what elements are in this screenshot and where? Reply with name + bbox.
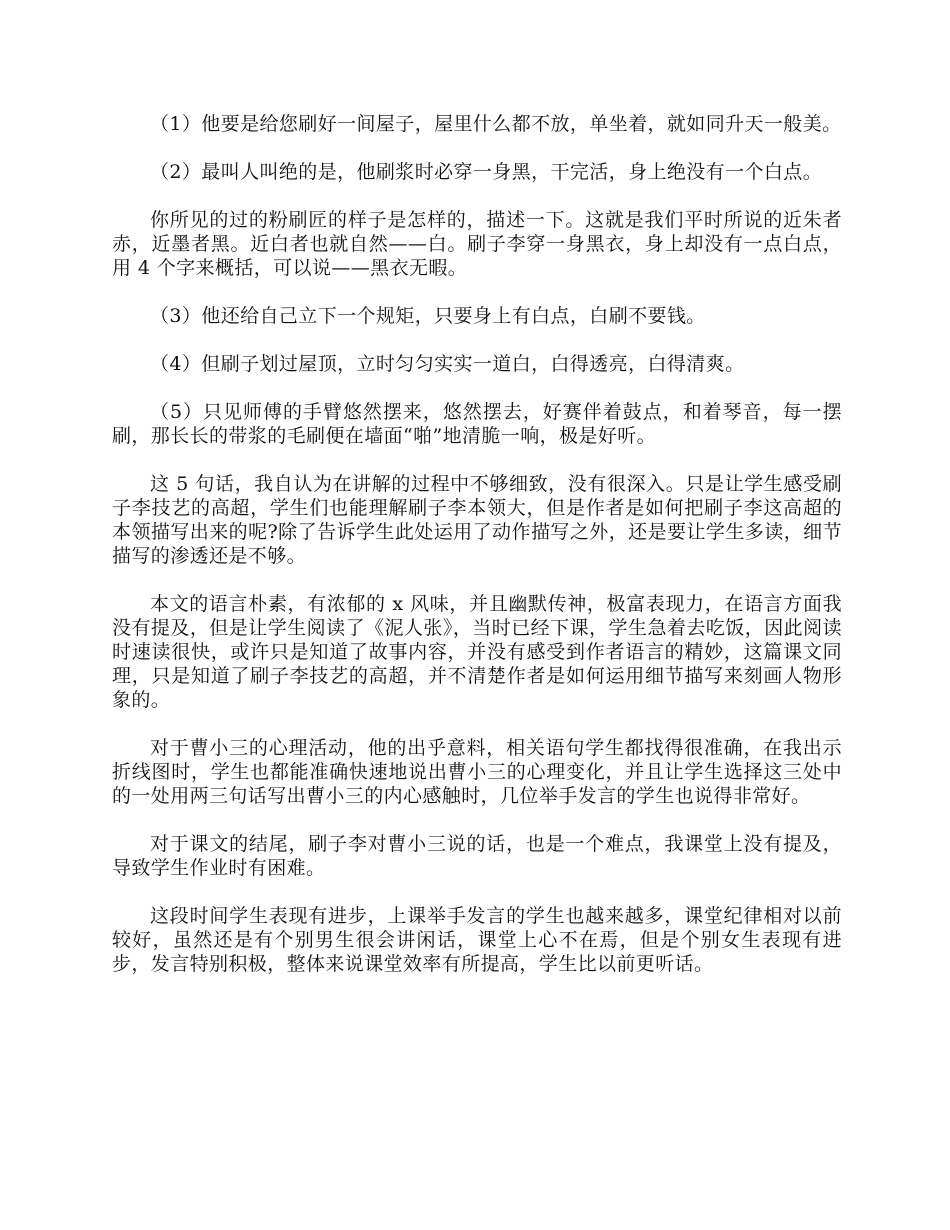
paragraph-painter-description: 你所见的过的粉刷匠的样子是怎样的，描述一下。这就是我们平时所说的近朱者赤，近墨者黑。近白者也就自然——白。刷子李穿一身黑衣，身上却没有一点白点，用 4 个字来概括，可以说——黑衣无暇。 <box>112 209 842 279</box>
paragraph-sentence-1: （1）他要是给您刷好一间屋子，屋里什么都不放，单坐着，就如同升天一般美。 <box>150 113 842 135</box>
paragraph-reflection-ending: 对于课文的结尾，刷子李对曹小三说的话，也是一个难点，我课堂上没有提及，导致学生作业时有困难。 <box>112 833 842 879</box>
paragraph-sentence-2: （2）最叫人叫绝的是，他刷浆时必穿一身黑，干完活，身上绝没有一个白点。 <box>150 161 823 183</box>
paragraph-sentence-5: （5）只见师傅的手臂悠然摆来，悠然摆去，好赛伴着鼓点，和着琴音，每一摆刷，那长长的带浆的毛刷便在墙面“啪”地清脆一响，极是好听。 <box>112 401 842 447</box>
paragraph-reflection-psychology: 对于曹小三的心理活动，他的出乎意料，相关语句学生都找得很准确，在我出示折线图时，学生也都能准确快速地说出曹小三的心理变化，并且让学生选择这三处中的一处用两三句话写出曹小三的内心感触时，几位举手发言的学生也说得非常好。 <box>112 737 842 807</box>
paragraph-sentence-4: （4）但刷子划过屋顶，立时匀匀实实一道白，白得透亮，白得清爽。 <box>150 353 745 375</box>
paragraph-sentence-3: （3）他还给自己立下一个规矩，只要身上有白点，白刷不要钱。 <box>150 305 706 327</box>
document-page <box>112 112 842 1000</box>
paragraph-reflection-language: 本文的语言朴素，有浓郁的 x 风味，并且幽默传神，极富表现力，在语言方面我没有提及，但是让学生阅读了《泥人张》，当时已经下课，学生急着去吃饭，因此阅读时速读很快，或许只是知道了故事内容，并没有感受到作者语言的精妙，这篇课文同理，只是知道了刷子李技艺的高超，并不清楚作者是如何运用细节描写来刻画人物形象的。 <box>112 593 842 711</box>
paragraph-reflection-sentences: 这 5 句话，我自认为在讲解的过程中不够细致，没有很深入。只是让学生感受刷子李技艺的高超，学生们也能理解刷子李本领大，但是作者是如何把刷子李这高超的本领描写出来的呢?除了告诉学生此处运用了动作描写之外，还是要让学生多读，细节描写的渗透还是不够。 <box>112 473 842 567</box>
paragraph-reflection-class: 这段时间学生表现有进步，上课举手发言的学生也越来越多，课堂纪律相对以前较好，虽然还是有个别男生很会讲闲话，课堂上心不在焉，但是个别女生表现有进步，发言特别积极，整体来说课堂效率有所提高，学生比以前更听话。 <box>112 905 842 975</box>
